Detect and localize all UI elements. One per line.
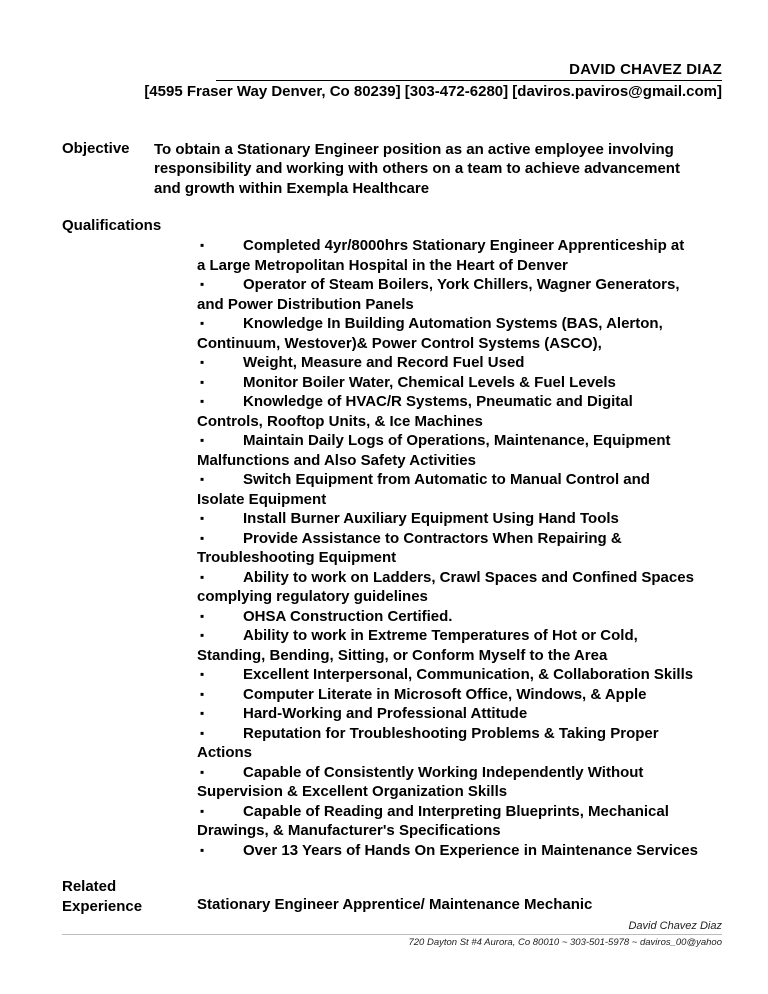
- qualification-text: Capable of Reading and Interpreting Blueprints, Mechanical: [243, 802, 669, 820]
- qualification-item: [197, 802, 737, 841]
- bullet-icon: ▪: [200, 433, 205, 447]
- qualification-item: [197, 431, 737, 470]
- qualification-text: Provide Assistance to Contractors When Repairing &: [243, 529, 622, 547]
- qualification-item: [197, 373, 737, 393]
- qualification-text: Over 13 Years of Hands On Experience in Maintenance Services: [243, 841, 698, 859]
- related-label-line: Related: [62, 878, 117, 895]
- qualification-text: Ability to work in Extreme Temperatures of Hot or Cold,: [243, 627, 638, 644]
- bullet-icon: ▪: [200, 608, 205, 623]
- qualifications-label: Qualifications: [62, 217, 162, 234]
- qualification-item: [197, 665, 737, 685]
- bullet-icon: ▪: [200, 667, 205, 681]
- objective-line: and growth within Exempla Healthcare: [154, 179, 430, 197]
- qualification-item: [197, 568, 737, 607]
- footer-divider: [62, 934, 722, 935]
- qualification-text: Switch Equipment from Automatic to Manual Control and: [243, 471, 650, 488]
- objective-line: To obtain a Stationary Engineer position as an active employee involving: [154, 141, 674, 158]
- qualification-text-continued: a Large Metropolitan Hospital in the Heart of Denver: [197, 256, 568, 274]
- qualification-text-continued: Drawings, & Manufacturer's Specifications: [197, 822, 501, 839]
- qualification-text-continued: Actions: [197, 744, 253, 761]
- bullet-icon: ▪: [200, 686, 205, 701]
- bullet-icon: ▪: [200, 355, 205, 369]
- qualification-text-continued: Standing, Bending, Sitting, or Conform Myself to the Area: [197, 646, 608, 664]
- bullet-icon: ▪: [200, 394, 205, 408]
- qualification-item: [197, 314, 737, 353]
- objective-line: responsibility and working with others on a team to achieve advancement: [154, 160, 680, 178]
- qualification-text: Excellent Interpersonal, Communication, & Collaboration Skills: [243, 666, 694, 683]
- qualification-text: Hard-Working and Professional Attitude: [243, 705, 528, 722]
- qualification-text: OHSA Construction Certified.: [243, 607, 453, 625]
- qualification-text-continued: Isolate Equipment: [197, 490, 327, 508]
- qualification-text: Knowledge In Building Automation Systems (BAS, Alerton,: [243, 315, 663, 332]
- bullet-icon: ▪: [200, 277, 205, 291]
- objective-text: [154, 140, 729, 198]
- bullet-icon: ▪: [200, 628, 205, 642]
- bullet-icon: ▪: [200, 842, 205, 857]
- qualification-item: [197, 704, 737, 724]
- qualification-text: Capable of Consistently Working Independently Without: [243, 763, 644, 781]
- qualification-text-continued: Controls, Rooftop Units, & Ice Machines: [197, 412, 483, 430]
- header-divider: [216, 80, 722, 81]
- header-contact: [4595 Fraser Way Denver, Co 80239] [303-472-6280] [daviros.paviros@gmail.com]: [144, 83, 722, 100]
- qualification-text: Operator of Steam Boilers, York Chillers, Wagner Generators,: [243, 276, 680, 293]
- bullet-icon: ▪: [200, 316, 205, 330]
- bullet-icon: ▪: [200, 764, 205, 779]
- qualification-item: [197, 763, 737, 802]
- qualification-text: Ability to work on Ladders, Crawl Spaces and Confined Spaces: [243, 568, 694, 586]
- footer-address: 720 Dayton St #4 Aurora, Co 80010 ~ 303-501-5978 ~ daviros_00@yahoo: [408, 937, 722, 948]
- bullet-icon: ▪: [200, 803, 205, 818]
- qualification-item: [197, 841, 737, 861]
- qualification-text-continued: Troubleshooting Equipment: [197, 549, 397, 566]
- qualification-item: [197, 724, 737, 763]
- qualification-text-continued: Continuum, Westover)& Power Control Systems (ASCO),: [197, 334, 602, 352]
- qualification-text-continued: and Power Distribution Panels: [197, 295, 414, 313]
- qualification-item: [197, 607, 737, 627]
- qualification-item: [197, 353, 737, 373]
- qualification-item: [197, 275, 737, 314]
- qualification-text: Weight, Measure and Record Fuel Used: [243, 354, 525, 371]
- header-name: DAVID CHAVEZ DIAZ: [569, 61, 722, 78]
- qualification-item: [197, 470, 737, 509]
- qualification-item: [197, 529, 737, 568]
- qualification-text-continued: Malfunctions and Also Safety Activities: [197, 451, 476, 469]
- qualification-item: [197, 685, 737, 705]
- bullet-icon: ▪: [200, 569, 205, 584]
- bullet-icon: ▪: [200, 725, 205, 740]
- bullet-icon: ▪: [200, 472, 205, 486]
- related-experience-label: [62, 877, 142, 916]
- job-title: Stationary Engineer Apprentice/ Maintenance Mechanic: [197, 896, 593, 913]
- bullet-icon: ▪: [200, 374, 205, 389]
- qualification-text: Reputation for Troubleshooting Problems & Taking Proper: [243, 724, 659, 742]
- objective-label: Objective: [62, 140, 130, 157]
- qualification-text: Maintain Daily Logs of Operations, Maintenance, Equipment: [243, 432, 671, 449]
- qualification-item: [197, 509, 737, 529]
- bullet-icon: ▪: [200, 530, 205, 545]
- bullet-icon: ▪: [200, 238, 205, 252]
- related-label-line: Experience: [62, 897, 143, 915]
- qualification-item: [197, 626, 737, 665]
- qualification-item: [197, 236, 737, 275]
- qualification-item: [197, 392, 737, 431]
- qualification-text: Monitor Boiler Water, Chemical Levels & Fuel Levels: [243, 373, 616, 391]
- qualification-text-continued: Supervision & Excellent Organization Skills: [197, 783, 508, 800]
- bullet-icon: ▪: [200, 706, 205, 720]
- qualification-text: Computer Literate in Microsoft Office, Windows, & Apple: [243, 685, 647, 703]
- qualification-text: Install Burner Auxiliary Equipment Using Hand Tools: [243, 510, 619, 527]
- bullet-icon: ▪: [200, 511, 205, 525]
- qualification-text: Knowledge of HVAC/R Systems, Pneumatic and Digital: [243, 393, 633, 410]
- qualification-text-continued: complying regulatory guidelines: [197, 588, 428, 605]
- footer-name: David Chavez Diaz: [628, 920, 722, 932]
- qualifications-list: [197, 236, 737, 860]
- qualification-text: Completed 4yr/8000hrs Stationary Engineer Apprenticeship at: [243, 237, 685, 254]
